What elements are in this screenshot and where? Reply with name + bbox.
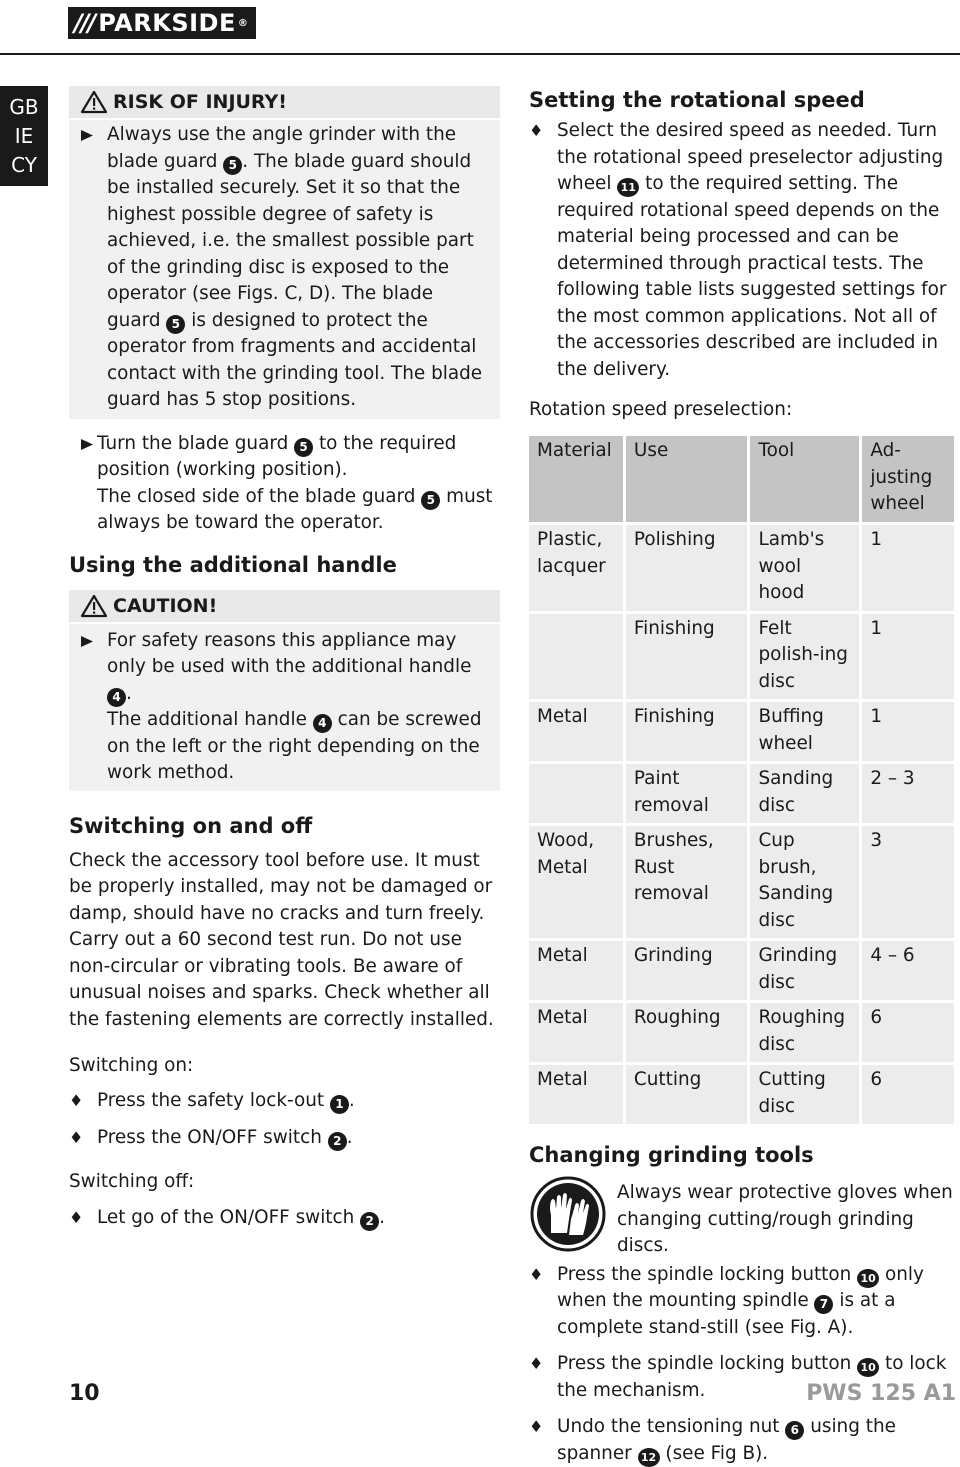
- diamond-bullet-icon: ♦: [69, 1125, 97, 1152]
- risk-warning-body: [69, 120, 500, 419]
- switch-on-list: [69, 1088, 500, 1151]
- ref-number: 2: [328, 1132, 347, 1151]
- table-row: [529, 1065, 954, 1124]
- arrow-bullet-icon: [81, 636, 93, 647]
- caution-box: [69, 590, 500, 791]
- table-cell: 3: [862, 826, 954, 938]
- ref-number: 1: [330, 1095, 349, 1114]
- ref-number: 2: [360, 1212, 379, 1231]
- logo-slashes: ///: [74, 9, 94, 37]
- ref-number: 10: [857, 1269, 879, 1288]
- table-cell: Lamb's wool hood: [750, 525, 859, 611]
- table-cell: 4 – 6: [862, 941, 954, 1000]
- turn-guard-note: The closed side of the blade guard 5 must always be toward the operator.: [97, 484, 500, 537]
- ref-number: 11: [617, 178, 639, 197]
- speed-heading: Setting the rotational speed: [529, 86, 957, 114]
- table-cell: 1: [862, 525, 954, 611]
- switch-paragraph: Check the accessory tool before use. It must be properly installed, may not be damaged or damp, should have no cracks and turn freely. Carry out a 60 second test run. Do not use non-circular or vibrating tools. Be aware of unusual noises and sparks. Check whether all the fastening elements are correctly installed.: [69, 848, 500, 1034]
- table-cell: Paint removal: [626, 764, 748, 823]
- country-tab: [0, 86, 48, 186]
- warning-triangle-icon: [81, 91, 107, 113]
- table-cell: 1: [862, 614, 954, 700]
- left-column: [69, 86, 500, 1232]
- risk-warning-header: [69, 86, 500, 120]
- table-header-row: [529, 436, 954, 522]
- list-item: ♦ Press the ON/OFF switch 2 .: [69, 1125, 500, 1152]
- arrow-bullet-icon: [81, 439, 93, 450]
- table-cell: 6: [862, 1065, 954, 1124]
- switch-heading: Switching on and off: [69, 812, 500, 840]
- caution-note: The additional handle 4 can be screwed on the left or the right depending on the work method.: [107, 707, 484, 787]
- preselect-heading: Rotation speed preselection:: [529, 397, 957, 423]
- list-item: ♦ Select the desired speed as needed. Turn the rotational speed preselector adjusting wheel 11 to the required setting. The required rotational speed depends on the material being processed and can be determined through practical tests. The following table lists suggested settings for the most common applications. Not all of the accessories described are included in the delivery.: [529, 118, 957, 383]
- diamond-bullet-icon: ♦: [529, 118, 557, 383]
- ref-number: 10: [857, 1358, 879, 1377]
- ref-number: 4: [313, 714, 332, 733]
- caution-header: [69, 590, 500, 624]
- switch-off-list: [69, 1205, 500, 1232]
- table-cell: Metal: [529, 702, 623, 761]
- ref-number: 6: [785, 1421, 804, 1440]
- turn-guard-text: Turn the blade guard 5 to the required position (working position).: [97, 431, 500, 484]
- risk-text: Always use the angle grinder with the blade guard 5 . The blade guard should be installed securely. Set it so that the highest possible degree of safety is achieved, i.e. the smallest possible part of the grinding disc is exposed to the operator (see Figs. C, D). The blade guard 5 is designed to protect the operator from fragments and accidental contact with the grinding tool. The blade guard has 5 stop positions.: [107, 122, 484, 414]
- table-header: Use: [626, 436, 748, 522]
- ref-number: 12: [638, 1448, 660, 1467]
- table-cell: Wood, Metal: [529, 826, 623, 938]
- gloves-text: Always wear protective gloves when changing cutting/rough grinding discs.: [617, 1180, 957, 1260]
- table-cell: 1: [862, 702, 954, 761]
- ref-number: 5: [421, 491, 440, 510]
- risk-title: RISK OF INJURY!: [113, 91, 287, 113]
- list-item: ♦ Let go of the ON/OFF switch 2 .: [69, 1205, 500, 1232]
- table-row: [529, 525, 954, 611]
- table-row: [529, 614, 954, 700]
- diamond-bullet-icon: ♦: [529, 1414, 557, 1467]
- risk-warning-box: [69, 86, 500, 419]
- table-row: [529, 702, 954, 761]
- diamond-bullet-icon: ♦: [529, 1262, 557, 1342]
- ref-number: 4: [107, 688, 126, 707]
- right-column: [529, 86, 957, 1467]
- table-cell: [529, 764, 623, 823]
- table-header: Material: [529, 436, 623, 522]
- table-cell: Sanding disc: [750, 764, 859, 823]
- country-code: CY: [11, 151, 37, 180]
- country-code: IE: [15, 122, 34, 151]
- country-code: GB: [9, 93, 38, 122]
- table-header: Ad-justing wheel: [862, 436, 954, 522]
- table-cell: Brushes, Rust removal: [626, 826, 748, 938]
- table-cell: Finishing: [626, 614, 748, 700]
- parkside-logo: [68, 7, 256, 39]
- change-heading: Changing grinding tools: [529, 1141, 957, 1169]
- logo-registered: ®: [238, 18, 249, 29]
- warning-triangle-icon: [81, 595, 107, 617]
- table-row: [529, 1003, 954, 1062]
- protective-gloves-icon: [529, 1175, 607, 1253]
- ref-number: 5: [223, 156, 242, 175]
- model-number: PWS 125 A1: [806, 1381, 956, 1406]
- table-row: [529, 941, 954, 1000]
- table-cell: Grinding disc: [750, 941, 859, 1000]
- table-cell: Finishing: [626, 702, 748, 761]
- table-row: [529, 826, 954, 938]
- caution-text: For safety reasons this appliance may only be used with the additional handle 4 .: [107, 628, 484, 708]
- table-cell: Metal: [529, 941, 623, 1000]
- list-item: ♦ Undo the tensioning nut 6 using the spanner 12 (see Fig B).: [529, 1414, 957, 1467]
- table-header: Tool: [750, 436, 859, 522]
- table-cell: 2 – 3: [862, 764, 954, 823]
- caution-body: [69, 624, 500, 791]
- table-cell: Felt polish-ing disc: [750, 614, 859, 700]
- table-cell: Roughing: [626, 1003, 748, 1062]
- table-row: [529, 764, 954, 823]
- table-cell: Cup brush, Sanding disc: [750, 826, 859, 938]
- table-cell: Roughing disc: [750, 1003, 859, 1062]
- page-number: 10: [69, 1381, 100, 1406]
- table-cell: Plastic, lacquer: [529, 525, 623, 611]
- switch-on-heading: Switching on:: [69, 1053, 500, 1079]
- list-item: ♦ Press the spindle locking button 10 to lock the mechanism.: [529, 1351, 957, 1404]
- speed-table: [526, 433, 957, 1127]
- table-cell: Polishing: [626, 525, 748, 611]
- diamond-bullet-icon: ♦: [69, 1088, 97, 1115]
- table-cell: Buffing wheel: [750, 702, 859, 761]
- arrow-bullet-icon: [81, 130, 93, 141]
- table-cell: Cutting disc: [750, 1065, 859, 1124]
- ref-number: 5: [294, 438, 313, 457]
- ref-number: 7: [814, 1295, 833, 1314]
- ref-number: 5: [166, 315, 185, 334]
- diamond-bullet-icon: ♦: [69, 1205, 97, 1232]
- table-cell: 6: [862, 1003, 954, 1062]
- turn-guard-item: [81, 431, 500, 537]
- diamond-bullet-icon: ♦: [529, 1351, 557, 1404]
- speed-list: [529, 118, 957, 383]
- table-cell: Metal: [529, 1003, 623, 1062]
- list-item: ♦ Press the safety lock-out 1 .: [69, 1088, 500, 1115]
- table-cell: Grinding: [626, 941, 748, 1000]
- handle-heading: Using the additional handle: [69, 551, 500, 579]
- switch-off-heading: Switching off:: [69, 1169, 500, 1195]
- table-cell: Metal: [529, 1065, 623, 1124]
- list-item: ♦ Press the spindle locking button 10 only when the mounting spindle 7 is at a complete stand-still (see Fig. A).: [529, 1262, 957, 1342]
- gloves-notice: [529, 1175, 957, 1260]
- logo-text: PARKSIDE: [98, 9, 236, 37]
- change-list: [529, 1262, 957, 1467]
- table-cell: Cutting: [626, 1065, 748, 1124]
- table-cell: [529, 614, 623, 700]
- header-rule: [0, 53, 960, 55]
- caution-item: [81, 628, 484, 787]
- caution-title: CAUTION!: [113, 595, 217, 617]
- risk-item: [81, 122, 484, 414]
